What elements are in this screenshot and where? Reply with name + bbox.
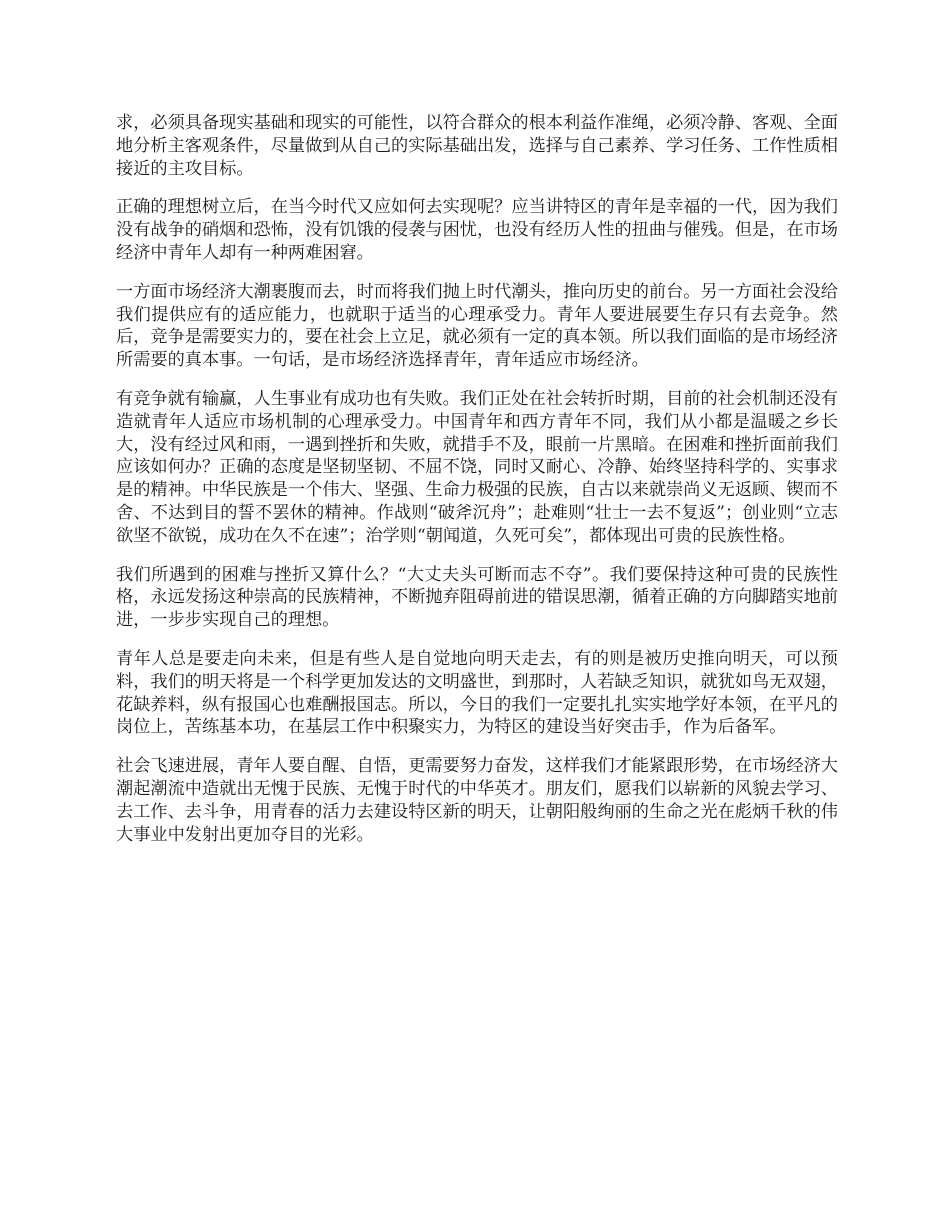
paragraph-1: 求，必须具备现实基础和现实的可能性，以符合群众的根本利益作准绳，必须冷静、客观、全面地分析主客观条件，尽量做到从自己的实际基础出发，选择与自己素养、学习任务、工作性质相接近的主攻目标。 [116, 113, 838, 179]
paragraph-5: 我们所遇到的困难与挫折又算什么？“大丈夫头可断而志不夺”。我们要保持这种可贵的民族性格，永远发扬这种崇高的民族精神，不断抛弃阻碍前进的错误思潮，循着正确的方向脚踏实地前进，一步步实现自己的理想。 [116, 564, 838, 631]
paragraph-3: 一方面市场经济大潮裹腹而去，时而将我们抛上时代潮头，推向历史的前台。另一方面社会没给我们提供应有的适应能力，也就职于适当的心理承受力。青年人要进展要生存只有去竞争。然后，竞争是需要实力的，要在社会上立足，就必须有一定的真本领。所以我们面临的是市场经济所需要的真本事。一句话，是市场经济选择青年，青年适应市场经济。 [116, 281, 838, 371]
paragraph-6: 青年人总是要走向未来，但是有些人是自觉地向明天走去，有的则是被历史推向明天，可以预料，我们的明天将是一个科学更加发达的文明盛世，到那时，人若缺乏知识，就犹如鸟无双翅，花缺养料，纵有报国心也难酬报国志。所以，今日的我们一定要扎扎实实地学好本领，在平凡的岗位上，苦练基本功，在基层工作中积聚实力，为特区的建设当好突击手，作为后备军。 [116, 648, 838, 738]
document-page [116, 112, 838, 862]
paragraph-2: 正确的理想树立后，在当今时代又应如何去实现呢？应当讲特区的青年是幸福的一代，因为我们没有战争的硝烟和恐怖，没有饥饿的侵袭与困忧，也没有经历人性的扭曲与催残。但是，在市场经济中青年人却有一种两难困窘。 [116, 197, 838, 263]
paragraph-4: 有竞争就有输赢，人生事业有成功也有失败。我们正处在社会转折时期，目前的社会机制还没有造就青年人适应市场机制的心理承受力。中国青年和西方青年不同，我们从小都是温暖之乡长大，没有经过风和雨，一遇到挫折和失败，就措手不及，眼前一片黑暗。在困难和挫折面前我们应该如何办？正确的态度是坚韧坚韧、不屈不饶，同时又耐心、冷静、始终坚持科学的、实事求是的精神。中华民族是一个伟大、坚强、生命力极强的民族，自古以来就崇尚义无返顾、锲而不舍、不达到目的誓不罢休的精神。作战则“破斧沉舟”；赴难则“壮士一去不复返”；创业则“立志欲坚不欲锐，成功在久不在速”；治学则“朝闻道，久死可矣”，都体现出可贵的民族性格。 [116, 388, 838, 546]
paragraph-7: 社会飞速进展，青年人要自醒、自悟，更需要努力奋发，这样我们才能紧跟形势，在市场经济大潮起潮流中造就出无愧于民族、无愧于时代的中华英才。朋友们，愿我们以崭新的风貌去学习、去工作、去斗争，用青春的活力去建设特区新的明天，让朝阳般绚丽的生命之光在彪炳千秋的伟大事业中发射出更加夺目的光彩。 [116, 756, 838, 845]
